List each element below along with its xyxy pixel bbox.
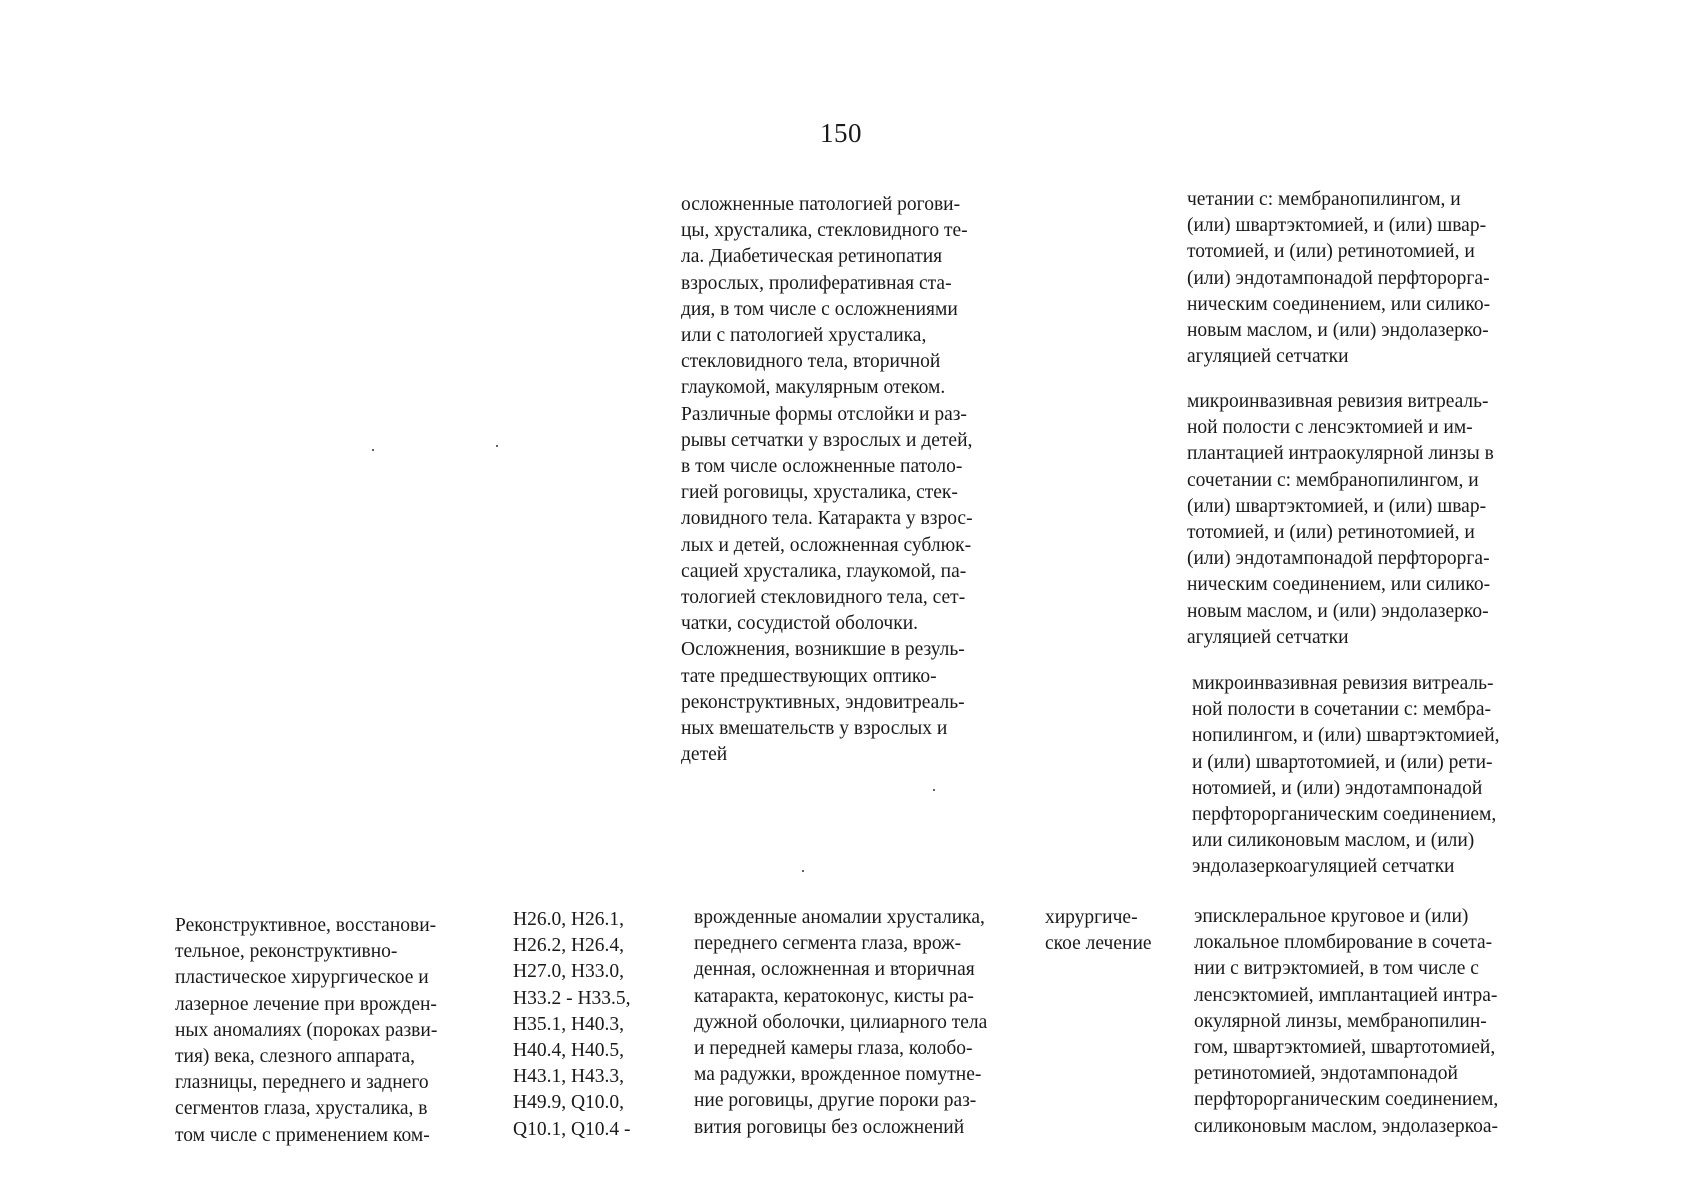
text-line: или с патологией хрусталика,: [681, 325, 927, 347]
scan-speck: [802, 870, 804, 872]
text-line: H26.2, H26.4,: [513, 935, 625, 957]
text-line: локальное пломбирование в сочета-: [1194, 932, 1493, 954]
text-line: ретинотомией, эндотампонадой: [1194, 1063, 1458, 1085]
text-line: глазницы, переднего и заднего: [175, 1072, 429, 1094]
treatment-method-block-2: [1187, 389, 1557, 651]
text-line: (или) эндотампонадой перфторорга-: [1187, 267, 1490, 289]
text-line: осложненные патологией рогови-: [681, 194, 961, 215]
text-line: тологией стекловидного тела, сет-: [681, 587, 966, 609]
text-line: чатки, сосудистой оболочки.: [681, 613, 919, 635]
text-line: эписклеральное круговое и (или): [1194, 906, 1469, 927]
text-line: ловидного тела. Катаракта у взрос-: [681, 508, 973, 530]
text-line: реконструктивных, эндовитреаль-: [681, 691, 965, 713]
text-line: вития роговицы без осложнений: [694, 1116, 965, 1138]
text-line: дужной оболочки, цилиарного тела: [694, 1011, 988, 1033]
text-line: или силиконовым маслом, и (или): [1192, 830, 1475, 852]
text-line: тотомией, и (или) ретинотомией, и: [1187, 522, 1475, 544]
text-line: стекловидного тела, вторичной: [681, 351, 941, 373]
text-line: том числе с применением ком-: [175, 1124, 430, 1146]
text-line: плантацией интраокулярной линзы в: [1187, 443, 1494, 465]
text-line: ных вмешательств у взрослых и: [681, 718, 948, 740]
text-line: ной полости с ленсэктомией и им-: [1187, 417, 1473, 439]
text-line: (или) швартэктомией, и (или) швар-: [1187, 215, 1487, 237]
text-line: тельное, реконструктивно-: [175, 941, 398, 963]
text-line: ной полости в сочетании с: мембра-: [1192, 699, 1492, 721]
text-line: новым маслом, и (или) эндолазерко-: [1187, 600, 1489, 622]
text-line: нотомией, и (или) эндотампонадой: [1192, 777, 1483, 799]
text-line: катаракта, кератоконус, кисты ра-: [694, 985, 974, 1007]
text-line: детей: [681, 744, 728, 766]
text-line: ма радужки, врожденное помутне-: [694, 1064, 982, 1086]
text-line: переднего сегмента глаза, врож-: [694, 933, 962, 955]
page-number: 150: [820, 118, 862, 148]
text-line: в том числе осложненные патоло-: [681, 456, 963, 478]
text-line: ническим соединением, или силико-: [1187, 293, 1491, 315]
text-line: лых и детей, осложненная сублюк-: [681, 534, 972, 556]
text-line: гом, швартэктомией, швартотомией,: [1194, 1037, 1496, 1059]
treatment-method-block-3: [1192, 671, 1562, 881]
text-line: сацией хрусталика, глаукомой, па-: [681, 560, 967, 582]
text-line: пластическое хирургическое и: [175, 967, 429, 989]
text-line: сочетании с: мембранопилингом, и: [1187, 469, 1479, 491]
text-line: микроинвазивная ревизия витреаль-: [1187, 391, 1489, 412]
text-line: агуляцией сетчатки: [1187, 346, 1349, 368]
text-line: тия) века, слезного аппарата,: [175, 1046, 416, 1068]
text-line: микроинвазивная ревизия витреаль-: [1192, 673, 1494, 694]
text-line: глаукомой, макулярным отеком.: [681, 377, 946, 399]
diagnosis-description-top: [681, 192, 1041, 768]
icd-codes: [513, 907, 663, 1143]
text-line: ское лечение: [1045, 933, 1152, 955]
text-line: H27.0, H33.0,: [513, 961, 625, 983]
text-line: Осложнения, возникшие в резуль-: [681, 639, 965, 661]
text-line: лазерное лечение при врожден-: [175, 993, 437, 1015]
text-line: силиконовым маслом, эндолазеркоа-: [1194, 1115, 1499, 1137]
text-line: ническим соединением, или силико-: [1187, 574, 1491, 596]
text-line: H33.2 - H33.5,: [513, 987, 631, 1009]
text-line: ных аномалиях (пороках разви-: [175, 1019, 438, 1041]
diagnosis-description-bottom: [694, 905, 1049, 1141]
text-line: четании с: мембранопилингом, и: [1187, 189, 1461, 210]
text-line: сегментов глаза, хрусталика, в: [175, 1098, 428, 1120]
text-line: ла. Диабетическая ретинопатия: [681, 246, 943, 268]
text-line: Различные формы отслойки и раз-: [681, 403, 967, 425]
text-line: эндолазеркоагуляцией сетчатки: [1192, 856, 1455, 878]
text-line: перфторорганическим соединением,: [1192, 804, 1497, 826]
text-line: Реконструктивное, восстанови-: [175, 915, 437, 936]
text-line: окулярной линзы, мембранопилин-: [1194, 1010, 1487, 1032]
text-line: Q10.1, Q10.4 -: [513, 1118, 631, 1140]
text-line: рывы сетчатки у взрослых и детей,: [681, 429, 973, 451]
text-line: и (или) швартотомией, и (или) рети-: [1192, 751, 1493, 773]
text-line: врожденные аномалии хрусталика,: [694, 907, 985, 928]
text-line: новым маслом, и (или) эндолазерко-: [1187, 320, 1489, 342]
scan-speck: [933, 789, 935, 791]
treatment-method-block-4: [1194, 904, 1564, 1140]
care-type-name: [175, 913, 495, 1149]
text-line: ленсэктомией, имплантацией интра-: [1194, 984, 1498, 1006]
treatment-method-block-1: [1187, 187, 1557, 370]
text-line: нии с витрэктомией, в том числе с: [1194, 958, 1479, 980]
text-line: взрослых, пролиферативная ста-: [681, 272, 952, 294]
text-line: H35.1, H40.3,: [513, 1013, 625, 1035]
text-line: агуляцией сетчатки: [1187, 626, 1349, 648]
scan-speck: [372, 449, 374, 451]
text-line: перфторорганическим соединением,: [1194, 1089, 1499, 1111]
text-line: гией роговицы, хрусталика, стек-: [681, 482, 958, 504]
text-line: тате предшествующих оптико-: [681, 665, 937, 687]
text-line: (или) эндотампонадой перфторорга-: [1187, 548, 1490, 570]
text-line: ние роговицы, другие пороки раз-: [694, 1090, 977, 1112]
text-line: хирургиче-: [1045, 907, 1138, 928]
text-line: дия, в том числе с осложнениями: [681, 298, 958, 320]
scan-speck: [496, 445, 498, 447]
text-line: H26.0, H26.1,: [513, 909, 625, 930]
text-line: денная, осложненная и вторичная: [694, 959, 975, 981]
text-line: H40.4, H40.5,: [513, 1040, 625, 1062]
text-line: H43.1, H43.3,: [513, 1066, 625, 1088]
text-line: нопилингом, и (или) швартэктомией,: [1192, 725, 1500, 747]
text-line: H49.9, Q10.0,: [513, 1092, 625, 1114]
text-line: и передней камеры глаза, колобо-: [694, 1038, 973, 1060]
treatment-type: [1045, 905, 1175, 957]
text-line: цы, хрусталика, стекловидного те-: [681, 220, 968, 242]
text-line: тотомией, и (или) ретинотомией, и: [1187, 241, 1475, 263]
text-line: (или) швартэктомией, и (или) швар-: [1187, 495, 1487, 517]
